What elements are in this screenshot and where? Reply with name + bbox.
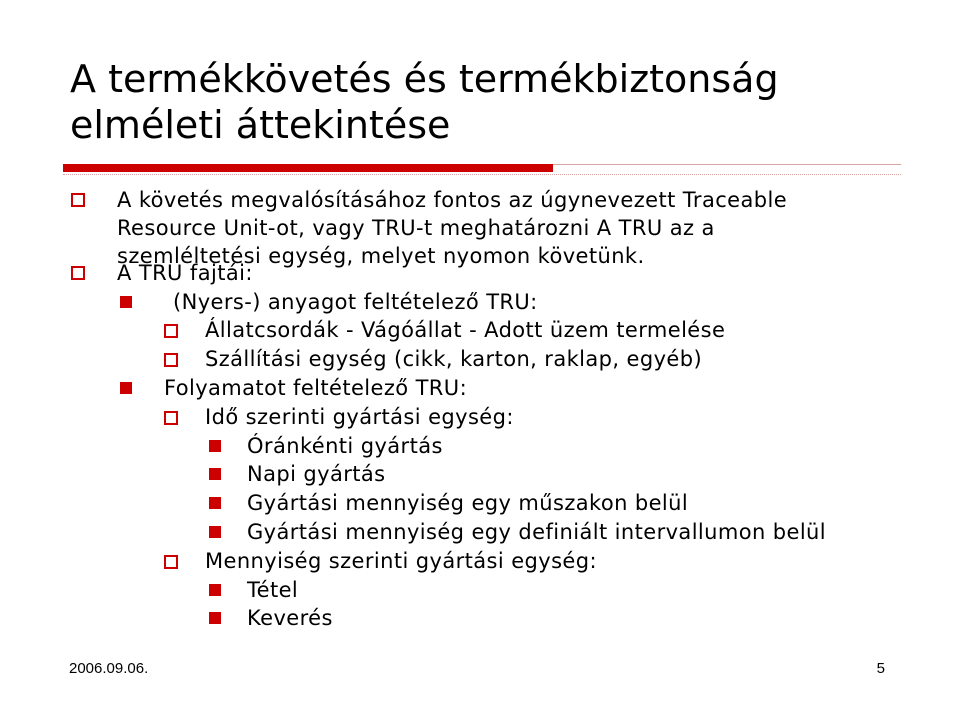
hollow-square-icon <box>164 555 178 569</box>
bullet-mix <box>209 604 333 632</box>
bullet-per-shift <box>209 489 688 517</box>
bullet-tru-types <box>71 259 253 287</box>
slide-title <box>70 56 930 148</box>
bullet-time-based-text: Idő szerinti gyártási egység: <box>205 405 514 429</box>
bullet-intro <box>71 186 871 270</box>
bullet-per-interval <box>209 518 826 546</box>
hollow-square-icon <box>71 266 85 280</box>
footer-date: 2006.09.06. <box>69 660 149 677</box>
filled-square-icon <box>209 497 221 509</box>
bullet-per-interval-text: Gyártási mennyiség egy definiált intervallumon belül <box>247 520 826 544</box>
bullet-livestock-text: Állatcsordák - Vágóállat - Adott üzem termelése <box>205 318 726 342</box>
title-underline-thick <box>63 164 553 172</box>
hollow-square-icon <box>164 324 178 338</box>
bullet-lot-text: Tétel <box>247 578 299 602</box>
title-underline-thin <box>553 164 901 165</box>
bullet-hourly-text: Óránkénti gyártás <box>247 434 443 458</box>
bullet-quantity-based <box>164 547 597 575</box>
bullet-hourly <box>209 432 443 460</box>
bullet-daily <box>209 460 386 488</box>
hollow-square-icon <box>164 353 178 367</box>
bullet-livestock <box>164 316 725 344</box>
bullet-mix-text: Keverés <box>247 606 333 630</box>
page-number: 5 <box>876 660 885 677</box>
title-underline-dotted <box>63 174 901 176</box>
hollow-square-icon <box>164 411 178 425</box>
bullet-process-text: Folyamatot feltételező TRU: <box>164 376 468 400</box>
bullet-intro-line-3: szemléltetési egység, melyet nyomon követünk. <box>117 244 645 268</box>
hollow-square-icon <box>71 193 85 207</box>
bullet-raw-material <box>120 288 538 316</box>
bullet-raw-material-text: (Nyers-) anyagot feltételező TRU: <box>173 290 538 314</box>
filled-square-icon <box>209 468 221 480</box>
filled-square-icon <box>209 440 221 452</box>
bullet-shipping-unit-text: Szállítási egység (cikk, karton, raklap, egyéb) <box>205 347 703 371</box>
title-line-2: elméleti áttekintése <box>70 103 451 147</box>
bullet-tru-types-text: A TRU fajtái: <box>117 261 253 285</box>
filled-square-icon <box>120 296 132 308</box>
bullet-intro-text <box>117 186 787 270</box>
filled-square-icon <box>209 612 221 624</box>
bullet-per-shift-text: Gyártási mennyiség egy műszakon belül <box>247 491 689 515</box>
filled-square-icon <box>120 382 132 394</box>
bullet-time-based <box>164 403 514 431</box>
bullet-lot <box>209 576 298 604</box>
title-line-1: A termékkövetés és termékbiztonság <box>70 57 779 101</box>
bullet-intro-line-1: A követés megvalósításához fontos az úgynevezett Traceable <box>117 188 788 212</box>
bullet-shipping-unit <box>164 345 702 373</box>
bullet-daily-text: Napi gyártás <box>247 462 386 486</box>
filled-square-icon <box>209 526 221 538</box>
bullet-quantity-based-text: Mennyiség szerinti gyártási egység: <box>205 549 597 573</box>
bullet-process <box>120 374 467 402</box>
filled-square-icon <box>209 584 221 596</box>
bullet-intro-line-2: Resource Unit-ot, vagy TRU-t meghatározni A TRU az a <box>117 216 715 240</box>
